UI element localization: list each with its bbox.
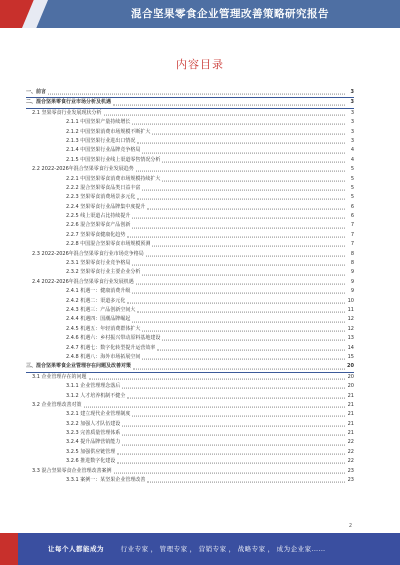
toc-entry-title: 3.2.3 完善质量管理体系	[66, 429, 121, 438]
toc-entry-title: 2.2.3 坚果零食消费场景多元化	[66, 193, 136, 202]
toc-entry-page: 5	[350, 194, 354, 201]
table-of-contents	[26, 88, 354, 485]
toc-entry[interactable]	[26, 392, 354, 401]
toc-entry[interactable]	[26, 231, 354, 240]
toc-leader-dots	[122, 435, 345, 436]
toc-entry-title: 2.1.3 中国坚果行业进出口情况	[66, 137, 136, 146]
toc-entry[interactable]	[26, 240, 354, 249]
toc-entry-page: 14	[347, 344, 354, 351]
toc-entry[interactable]	[26, 401, 354, 410]
toc-entry[interactable]	[26, 193, 354, 202]
toc-entry-page: 13	[347, 335, 354, 342]
toc-entry[interactable]	[26, 165, 354, 174]
toc-entry-title: 2.1.1 中国坚果产量持续增长	[66, 118, 131, 127]
toc-leader-dots	[146, 255, 345, 256]
toc-entry-page: 9	[350, 269, 354, 276]
toc-entry[interactable]	[26, 146, 354, 155]
toc-entry[interactable]	[26, 109, 354, 118]
toc-leader-dots	[142, 359, 345, 360]
toc-entry-page: 23	[347, 477, 354, 484]
toc-entry-page: 22	[347, 458, 354, 465]
toc-leader-dots	[147, 208, 345, 209]
toc-leader-dots	[152, 133, 345, 134]
toc-entry-title: 3.1.2 人才培养机制不健全	[66, 392, 126, 401]
footer-item: 成为企业家……	[276, 545, 326, 553]
footer-red-block	[0, 533, 18, 565]
toc-leader-dots	[117, 454, 345, 455]
footer-slogan	[48, 533, 400, 565]
toc-leader-dots	[132, 218, 345, 219]
toc-entry-page: 9	[350, 288, 354, 295]
toc-entry-title: 3.2.5 加强供应链管理	[66, 448, 116, 457]
toc-entry[interactable]	[26, 128, 354, 137]
toc-entry-page: 3	[350, 109, 354, 116]
toc-entry-page: 7	[350, 241, 354, 248]
toc-leader-dots	[104, 115, 345, 116]
toc-entry-page: 8	[350, 250, 354, 257]
toc-entry-title: 2.4.3 机遇三：产品创新空间大	[66, 306, 136, 315]
toc-entry-page: 4	[350, 156, 354, 163]
header-bar	[0, 0, 400, 28]
toc-entry[interactable]	[26, 353, 354, 362]
toc-entry-title: 2.3 2022-2026年混合坚果零食行业市场竞争格局	[32, 250, 145, 259]
toc-entry[interactable]	[26, 259, 354, 268]
toc-entry-title: 2.2.5 线上渠道占比持续提升	[66, 212, 131, 221]
toc-entry-title: 2.4.6 机遇六：乡村振兴带动原料基地建设	[66, 334, 161, 343]
toc-entry-title: 3.2.1 建立现代企业管理制度	[66, 410, 131, 419]
toc-entry-title: 3.2.2 加强人才队伍建设	[66, 420, 121, 429]
toc-entry[interactable]	[26, 476, 354, 485]
footer-separator: ，	[150, 545, 158, 553]
toc-entry[interactable]	[26, 203, 354, 212]
footer-item: 行业专家	[120, 545, 149, 553]
toc-entry-title: 2.2.8 中国混合坚果零食市场规模预测	[66, 240, 151, 249]
toc-entry-page: 7	[350, 222, 354, 229]
toc-entry-page: 6	[350, 203, 354, 210]
toc-entry-title: 2.4.4 机遇四：国潮品牌崛起	[66, 315, 131, 324]
toc-entry[interactable]	[26, 268, 354, 277]
toc-leader-dots	[127, 302, 345, 303]
toc-entry-page: 22	[347, 448, 354, 455]
toc-entry-page: 3	[350, 128, 354, 135]
toc-entry[interactable]	[26, 98, 354, 108]
toc-entry[interactable]	[26, 306, 354, 315]
toc-entry-title: 3.1.1 企业管理理念落后	[66, 382, 121, 391]
toc-entry-title: 一、前言	[26, 88, 47, 97]
footer-bar	[0, 533, 400, 565]
toc-entry-title: 2.1.5 中国坚果行业线上渠道零售情况分析	[66, 156, 161, 165]
toc-entry-page: 21	[347, 430, 354, 437]
toc-entry-page: 20	[347, 383, 354, 390]
toc-entry-title: 2.1 坚果零食行业发展现状分析	[32, 109, 103, 118]
toc-entry-page: 21	[347, 392, 354, 399]
toc-entry-title: 2.2.7 坚果零食健康化趋势	[66, 231, 126, 240]
toc-leader-dots	[133, 368, 345, 369]
toc-entry[interactable]	[26, 315, 354, 324]
page-number: 2	[348, 523, 352, 529]
toc-entry-page: 23	[347, 467, 354, 474]
toc-entry[interactable]	[26, 362, 354, 372]
toc-entry-page: 9	[350, 278, 354, 285]
toc-entry[interactable]	[26, 429, 354, 438]
toc-entry[interactable]	[26, 156, 354, 165]
toc-entry-page: 4	[350, 147, 354, 154]
toc-entry-title: 2.2.4 坚果零食行业品牌集中度提升	[66, 203, 146, 212]
toc-leader-dots	[132, 416, 345, 417]
toc-entry-page: 5	[350, 184, 354, 191]
toc-leader-dots	[114, 472, 345, 473]
toc-entry[interactable]	[26, 88, 354, 98]
toc-entry-title: 3.2 企业管理改善对策	[32, 401, 83, 410]
toc-entry-page: 3	[350, 99, 354, 106]
toc-leader-dots	[147, 482, 345, 483]
footer-item: 管理专家	[159, 545, 188, 553]
toc-entry[interactable]	[26, 382, 354, 391]
toc-entry-page: 11	[347, 306, 354, 313]
toc-entry[interactable]	[26, 373, 354, 382]
toc-entry[interactable]	[26, 297, 354, 306]
footer-separator: ，	[189, 545, 197, 553]
toc-entry[interactable]	[26, 221, 354, 230]
document-title: 混合坚果零食企业管理改善策略研究报告	[131, 8, 329, 20]
toc-leader-dots	[132, 124, 345, 125]
toc-entry[interactable]	[26, 118, 354, 127]
toc-entry[interactable]	[26, 137, 354, 146]
toc-leader-dots	[162, 180, 345, 181]
toc-leader-dots	[113, 104, 345, 105]
toc-entry[interactable]	[26, 438, 354, 447]
toc-entry-title: 3.3.1 案例一：某坚果企业管理改善	[66, 476, 146, 485]
toc-leader-dots	[117, 463, 345, 464]
toc-entry[interactable]	[26, 467, 354, 476]
footer-item: 战略专家	[237, 545, 266, 553]
toc-entry-page: 21	[347, 420, 354, 427]
toc-entry-page: 5	[350, 175, 354, 182]
toc-leader-dots	[142, 331, 345, 332]
toc-entry-page: 3	[350, 119, 354, 126]
footer-lead: 让每个人都能成为	[48, 545, 104, 553]
toc-leader-dots	[137, 143, 345, 144]
toc-entry-page: 3	[350, 89, 354, 95]
toc-entry-title: 2.3.2 坚果零食行业主要企业分析	[66, 268, 141, 277]
toc-leader-dots	[89, 379, 345, 380]
toc-entry-page: 6	[350, 213, 354, 220]
toc-leader-dots	[132, 293, 345, 294]
toc-entry[interactable]	[26, 457, 354, 466]
toc-entry[interactable]	[26, 212, 354, 221]
toc-leader-dots	[84, 407, 345, 408]
toc-entry-title: 2.4.8 机遇八：海外市场拓展空间	[66, 353, 141, 362]
toc-entry[interactable]	[26, 334, 354, 343]
footer-separator: ，	[267, 545, 275, 553]
toc-entry-title: 2.1.2 中国坚果消费市场规模不断扩大	[66, 128, 151, 137]
toc-entry[interactable]	[26, 410, 354, 419]
toc-entry[interactable]	[26, 278, 354, 287]
toc-entry-page: 20	[347, 363, 354, 370]
toc-leader-dots	[137, 199, 345, 200]
toc-leader-dots	[122, 425, 345, 426]
toc-leader-dots	[142, 274, 345, 275]
toc-entry-title: 2.1.4 中国坚果行业品牌竞争格局	[66, 146, 141, 155]
toc-leader-dots	[48, 94, 345, 95]
toc-entry[interactable]	[26, 184, 354, 193]
toc-entry-title: 2.4.5 机遇五：年轻消费群体扩大	[66, 325, 141, 334]
toc-entry-page: 21	[347, 401, 354, 408]
toc-leader-dots	[127, 237, 345, 238]
toc-entry-page: 20	[347, 373, 354, 380]
toc-entry-title: 2.4 2022-2026年混合坚果零食行业发展机遇	[32, 278, 135, 287]
toc-entry-page: 3	[350, 137, 354, 144]
toc-entry-title: 2.4.7 机遇七：数字化转型提升运营效率	[66, 344, 156, 353]
toc-entry[interactable]	[26, 448, 354, 457]
toc-leader-dots	[122, 388, 345, 389]
toc-entry-page: 5	[350, 166, 354, 173]
toc-leader-dots	[136, 284, 345, 285]
toc-entry-title: 二、混合坚果零食行业市场分析及机遇	[26, 98, 112, 107]
toc-leader-dots	[132, 321, 345, 322]
toc-entry-title: 2.2.6 混合坚果零食产品创新	[66, 221, 131, 230]
toc-entry-page: 12	[347, 325, 354, 332]
toc-entry-title: 3.1 企业管理存在的问题	[32, 373, 88, 382]
toc-entry[interactable]	[26, 287, 354, 296]
toc-leader-dots	[142, 152, 345, 153]
toc-entry-title: 三、混合坚果零食企业管理存在问题及改善对策	[26, 362, 132, 371]
toc-leader-dots	[162, 162, 345, 163]
toc-entry-title: 2.4.1 机遇一：健康消费升级	[66, 287, 131, 296]
toc-entry-title: 2.4.2 机遇二：渠道多元化	[66, 297, 126, 306]
toc-entry-page: 21	[347, 411, 354, 418]
toc-leader-dots	[152, 246, 345, 247]
toc-entry[interactable]	[26, 420, 354, 429]
toc-entry[interactable]	[26, 325, 354, 334]
toc-entry-page: 8	[350, 260, 354, 267]
toc-leader-dots	[137, 312, 345, 313]
toc-entry-page: 22	[347, 439, 354, 446]
toc-leader-dots	[136, 171, 345, 172]
toc-entry-page: 15	[347, 353, 354, 360]
toc-leader-dots	[142, 190, 345, 191]
toc-entry-title: 2.2 2022-2026年混合坚果零食行业发展趋势	[32, 165, 135, 174]
toc-entry-title: 2.3.1 坚果零食行业竞争格局	[66, 259, 131, 268]
toc-entry-page: 12	[347, 316, 354, 323]
toc-entry-title: 2.2.1 中国坚果零食消费市场规模持续扩大	[66, 175, 161, 184]
toc-entry-page: 10	[347, 297, 354, 304]
toc-entry-title: 3.3 混合坚果零食企业管理改善案例	[32, 467, 113, 476]
toc-leader-dots	[127, 397, 345, 398]
footer-separator: ，	[228, 545, 236, 553]
toc-leader-dots	[162, 340, 345, 341]
footer-item: 营销专家	[198, 545, 227, 553]
toc-entry[interactable]	[26, 344, 354, 353]
toc-leader-dots	[122, 444, 345, 445]
toc-entry-page: 7	[350, 231, 354, 238]
toc-entry-title: 3.2.4 提升品牌营销能力	[66, 438, 121, 447]
toc-heading: 内容目录	[176, 58, 224, 71]
toc-entry-title: 2.2.2 混合坚果零食品类日益丰富	[66, 184, 141, 193]
toc-leader-dots	[157, 349, 345, 350]
toc-leader-dots	[132, 265, 345, 266]
toc-entry[interactable]	[26, 175, 354, 184]
toc-leader-dots	[132, 227, 345, 228]
toc-entry[interactable]	[26, 250, 354, 259]
toc-entry-title: 3.2.6 推进数字化建设	[66, 457, 116, 466]
